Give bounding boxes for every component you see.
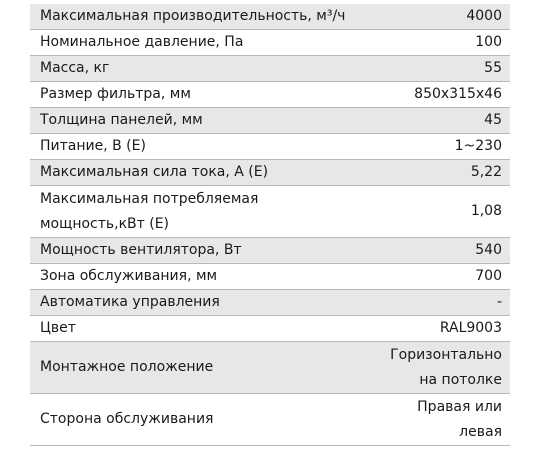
row-name: Толщина панелей, мм xyxy=(30,108,371,134)
row-name xyxy=(30,186,371,238)
row-value: 100 xyxy=(371,30,510,56)
specifications-table xyxy=(30,4,510,446)
table-row xyxy=(30,238,510,264)
row-name: Автоматика управления xyxy=(30,290,371,316)
table-row xyxy=(30,160,510,186)
table-row xyxy=(30,108,510,134)
table-row xyxy=(30,264,510,290)
row-name: Максимальная сила тока, А (Е) xyxy=(30,160,371,186)
row-name: Питание, В (Е) xyxy=(30,134,371,160)
row-name-line: Максимальная потребляемая xyxy=(40,190,259,207)
row-value: 5,22 xyxy=(371,160,510,186)
row-value-line: на потолке xyxy=(419,371,502,388)
row-name: Масса, кг xyxy=(30,56,371,82)
row-value: 540 xyxy=(371,238,510,264)
row-name: Монтажное положение xyxy=(30,342,371,394)
row-value: 700 xyxy=(371,264,510,290)
row-name: Цвет xyxy=(30,316,371,342)
row-value-line: левая xyxy=(459,423,502,440)
row-value: 1~230 xyxy=(371,134,510,160)
table-row xyxy=(30,30,510,56)
row-value: 45 xyxy=(371,108,510,134)
row-value: 55 xyxy=(371,56,510,82)
row-value: 4000 xyxy=(371,4,510,30)
row-name: Максимальная производительность, м³/ч xyxy=(30,4,371,30)
row-name-line: мощность,кВт (Е) xyxy=(40,215,170,232)
table-row xyxy=(30,186,510,238)
row-value-line: Горизонтально xyxy=(390,346,502,363)
row-name: Номинальное давление, Па xyxy=(30,30,371,56)
row-value: - xyxy=(371,290,510,316)
table-row xyxy=(30,56,510,82)
row-value: 850x315x46 xyxy=(371,82,510,108)
row-name: Зона обслуживания, мм xyxy=(30,264,371,290)
table-row xyxy=(30,4,510,30)
table-row xyxy=(30,82,510,108)
table-row xyxy=(30,316,510,342)
row-value-line: Правая или xyxy=(417,398,502,415)
row-name: Размер фильтра, мм xyxy=(30,82,371,108)
table-row xyxy=(30,290,510,316)
table-row xyxy=(30,342,510,394)
row-value xyxy=(371,342,510,394)
row-name: Сторона обслуживания xyxy=(30,394,371,446)
row-name: Мощность вентилятора, Вт xyxy=(30,238,371,264)
table-row xyxy=(30,394,510,446)
row-value: RAL9003 xyxy=(371,316,510,342)
row-value xyxy=(371,394,510,446)
row-value: 1,08 xyxy=(371,186,510,238)
table-row xyxy=(30,134,510,160)
